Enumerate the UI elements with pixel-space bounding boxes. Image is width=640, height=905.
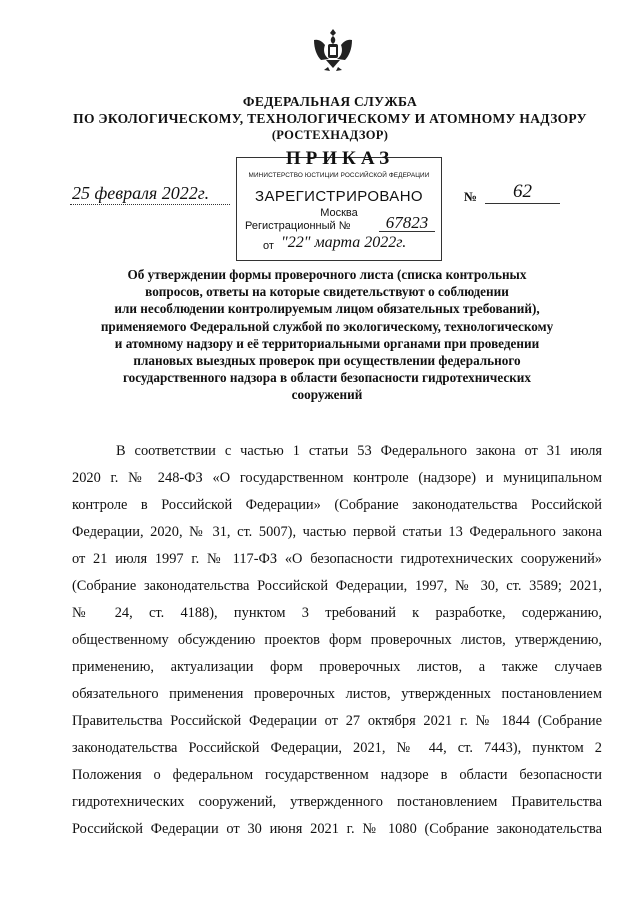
title-line: Об утверждении формы проверочного листа (списка контрольных (127, 267, 527, 282)
doc-type-title: ПРИКАЗ (285, 148, 395, 169)
registration-stamp (236, 157, 442, 261)
title-line: государственного надзора в области безопасности гидротехнических (122, 370, 532, 386)
body-line: контроле в Российской Федерации» (Собрание законодательства Российской (72, 497, 602, 513)
body-line: Положения о федеральном государственном надзоре в области безопасности (72, 767, 602, 783)
title-line: применяемого Федеральной службой по экологическому, технологическому (100, 318, 554, 334)
title-line: плановых выездных проверок при осуществлении федерального (133, 353, 521, 369)
body-line: Правительства Российской Федерации от 27 октября 2021 г. № 1844 (Собрание (72, 713, 602, 729)
body-line: законодательства Российской Федерации, 2021, № 44, ст. 7443), пунктом 2 (72, 740, 602, 756)
stamp-reg-label: Регистрационный № (245, 220, 351, 232)
order-title (84, 266, 570, 404)
stamp-reg-date: "22" марта 2022г. (281, 234, 407, 251)
body-line: В соответствии с частью 1 статьи 53 Федерального закона от 31 июля (116, 443, 602, 459)
order-number: 62 (485, 181, 560, 204)
org-name-line2: ПО ЭКОЛОГИЧЕСКОМУ, ТЕХНОЛОГИЧЕСКОМУ И АТОМНОМУ НАДЗОРУ (73, 111, 587, 126)
body-line: обязательного применения проверочных листов, утвержденных постановлением (72, 686, 602, 702)
body-line: 2020 г. № 248-ФЗ «О государственном контроле (надзоре) и муниципальном (72, 470, 602, 486)
coat-of-arms-emblem (312, 26, 354, 76)
body-line: общественному обсуждению проектов форм проверочных листов, утверждению, (72, 632, 602, 648)
body-line: Федерации, 2020, № 31, ст. 5007), частью первой статьи 13 Федерального закона (72, 524, 602, 540)
title-line: и атомному надзору и её территориальными органами при проведении (114, 335, 540, 351)
order-number-sign: № (464, 189, 478, 204)
order-date: 25 февраля 2022г. (72, 183, 210, 203)
title-line: вопросов, ответы на которые свидетельствуют о соблюдении (145, 284, 509, 300)
body-line: от 21 июля 1997 г. № 117-ФЗ «О безопасности гидротехнических сооружений» (72, 551, 602, 567)
body-line: гидротехнических сооружений, утвержденного постановлением Правительства (72, 794, 602, 810)
org-abbreviation: (РОСТЕХНАДЗОР) (271, 128, 389, 142)
title-line: или несоблюдении контролируемым лицом обязательных требований), (114, 301, 540, 317)
title-line: сооружений (291, 387, 363, 403)
stamp-date-prefix: от (263, 240, 274, 252)
body-line: Российской Федерации от 30 июня 2021 г. № 1080 (Собрание законодательства (72, 821, 602, 837)
stamp-reg-number: 67823 (379, 214, 435, 232)
order-body (72, 438, 602, 843)
stamp-ministry: МИНИСТЕРСТВО ЮСТИЦИИ РОССИЙСКОЙ ФЕДЕРАЦИИ (248, 172, 430, 179)
stamp-city: Москва (320, 207, 358, 219)
stamp-registered: ЗАРЕГИСТРИРОВАНО (254, 188, 424, 205)
order-date-underline (70, 204, 230, 205)
body-line: (Собрание законодательства Российской Федерации, 1997, № 30, ст. 3589; 2021, (72, 578, 602, 594)
body-line: № 24, ст. 4188), пунктом 3 требований к разработке, содержанию, (72, 605, 602, 621)
org-name-line1: ФЕДЕРАЛЬНАЯ СЛУЖБА (242, 94, 418, 109)
body-line: применению, актуализации форм проверочных листов, а также случаев (72, 659, 602, 675)
